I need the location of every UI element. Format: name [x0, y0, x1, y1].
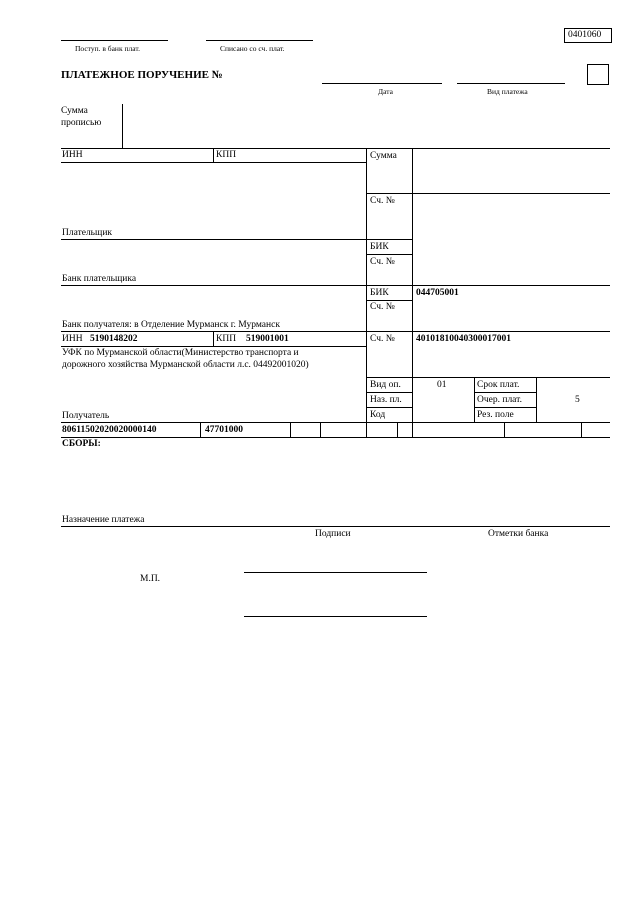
recipient-bank-label: Банк получателя: в Отделение Мурманск г. Мурманск	[62, 320, 280, 330]
recipient-label: Получатель	[62, 411, 110, 421]
labels-left-divider	[366, 148, 367, 438]
row-line-codes-1	[366, 392, 412, 393]
status-box	[587, 64, 609, 85]
tax-divider-6	[581, 422, 582, 437]
recipient-inn: 5190148202	[90, 334, 138, 344]
tax-divider-2	[290, 422, 291, 437]
amount-words-divider	[122, 104, 123, 148]
row-line-inn-bottom	[61, 162, 366, 163]
fees-label: СБОРЫ:	[62, 439, 101, 449]
debited-caption: Списано со сч. плат.	[220, 44, 285, 53]
date-caption: Дата	[378, 87, 393, 96]
row-line-codes-2	[366, 407, 412, 408]
payment-purpose-label: Назначение платежа	[62, 515, 145, 525]
signatures-label: Подписи	[315, 529, 351, 539]
received-line	[61, 40, 168, 41]
bank-marks-label: Отметки банка	[488, 529, 549, 539]
purpose-line	[61, 526, 610, 527]
recipient-kpp-label: КПП	[216, 334, 237, 344]
row-line-recipient-bik	[366, 300, 412, 301]
payer-kpp-label: КПП	[216, 150, 237, 160]
payer-label: Плательщик	[62, 228, 113, 238]
payer-inn-label: ИНН	[62, 150, 83, 160]
amount-label: Сумма	[370, 151, 397, 161]
row-line-recipient-bank	[61, 331, 610, 332]
recipient-inn-label: ИНН	[62, 334, 83, 344]
form-code: 0401060	[568, 30, 602, 40]
priority-value: 5	[575, 395, 580, 405]
date-line	[322, 83, 442, 84]
op-type-label: Вид оп.	[370, 380, 401, 390]
recipient-name-line-1: УФК по Мурманской области(Министерство транспорта и	[62, 348, 299, 358]
purpose-label: Наз. пл.	[370, 395, 402, 405]
amount-words-label-2: прописью	[61, 118, 102, 128]
payer-bank-label: Банк плательщика	[62, 274, 137, 284]
recipient-bik-label: БИК	[370, 288, 389, 298]
recipient-inn-kpp-divider	[213, 331, 214, 346]
op-type-value: 01	[437, 380, 447, 390]
codes-right-divider	[536, 377, 537, 422]
row-line-payer-bank	[61, 285, 610, 286]
payer-bik-label: БИК	[370, 242, 389, 252]
row-line-account	[366, 193, 610, 194]
row-line-tax	[61, 437, 610, 438]
row-line-codes-4	[474, 407, 536, 408]
reserve-label: Рез. поле	[477, 410, 514, 420]
amount-words-label-1: Сумма	[61, 106, 88, 116]
tax-divider-3	[320, 422, 321, 437]
recipient-name-line-2: дорожного хозяйства Мурманской области л.с. 04492001020)	[62, 360, 309, 370]
kbk-value: 80611502020020000140	[62, 425, 157, 435]
labels-right-divider	[412, 148, 413, 438]
row-line-payer	[61, 239, 412, 240]
received-caption: Поступ. в банк плат.	[75, 44, 140, 53]
oktmo-value: 47701000	[205, 425, 243, 435]
stamp-label: М.П.	[140, 574, 161, 584]
signature-line-1	[244, 572, 427, 573]
row-line-payer-bik	[366, 254, 412, 255]
recipient-bank-account-label: Сч. №	[370, 302, 395, 312]
row-line-recipient	[61, 422, 610, 423]
tax-divider-1	[200, 422, 201, 437]
payer-bank-account-label: Сч. №	[370, 257, 395, 267]
document-title: ПЛАТЕЖНОЕ ПОРУЧЕНИЕ №	[61, 69, 223, 81]
code-label: Код	[370, 410, 386, 420]
row-line-codes-3	[474, 392, 536, 393]
recipient-kpp: 519001001	[246, 334, 289, 344]
priority-label: Очер. плат.	[477, 395, 522, 405]
recipient-bik: 044705001	[416, 288, 459, 298]
form-code-box	[564, 28, 612, 43]
row-line-recipient-inn	[61, 346, 366, 347]
tax-divider-5	[504, 422, 505, 437]
inn-kpp-divider	[213, 148, 214, 162]
codes-mid-divider	[474, 377, 475, 422]
tax-divider-4	[397, 422, 398, 437]
debited-line	[206, 40, 313, 41]
row-line-codes	[366, 377, 610, 378]
payment-type-line	[457, 83, 565, 84]
recipient-account: 40101810040300017001	[416, 334, 511, 344]
due-label: Срок плат.	[477, 380, 520, 390]
row-line-inn	[61, 148, 610, 149]
recipient-account-label: Сч. №	[370, 334, 395, 344]
signature-line-2	[244, 616, 427, 617]
payment-type-caption: Вид платежа	[487, 87, 528, 96]
payer-account-label: Сч. №	[370, 196, 395, 206]
